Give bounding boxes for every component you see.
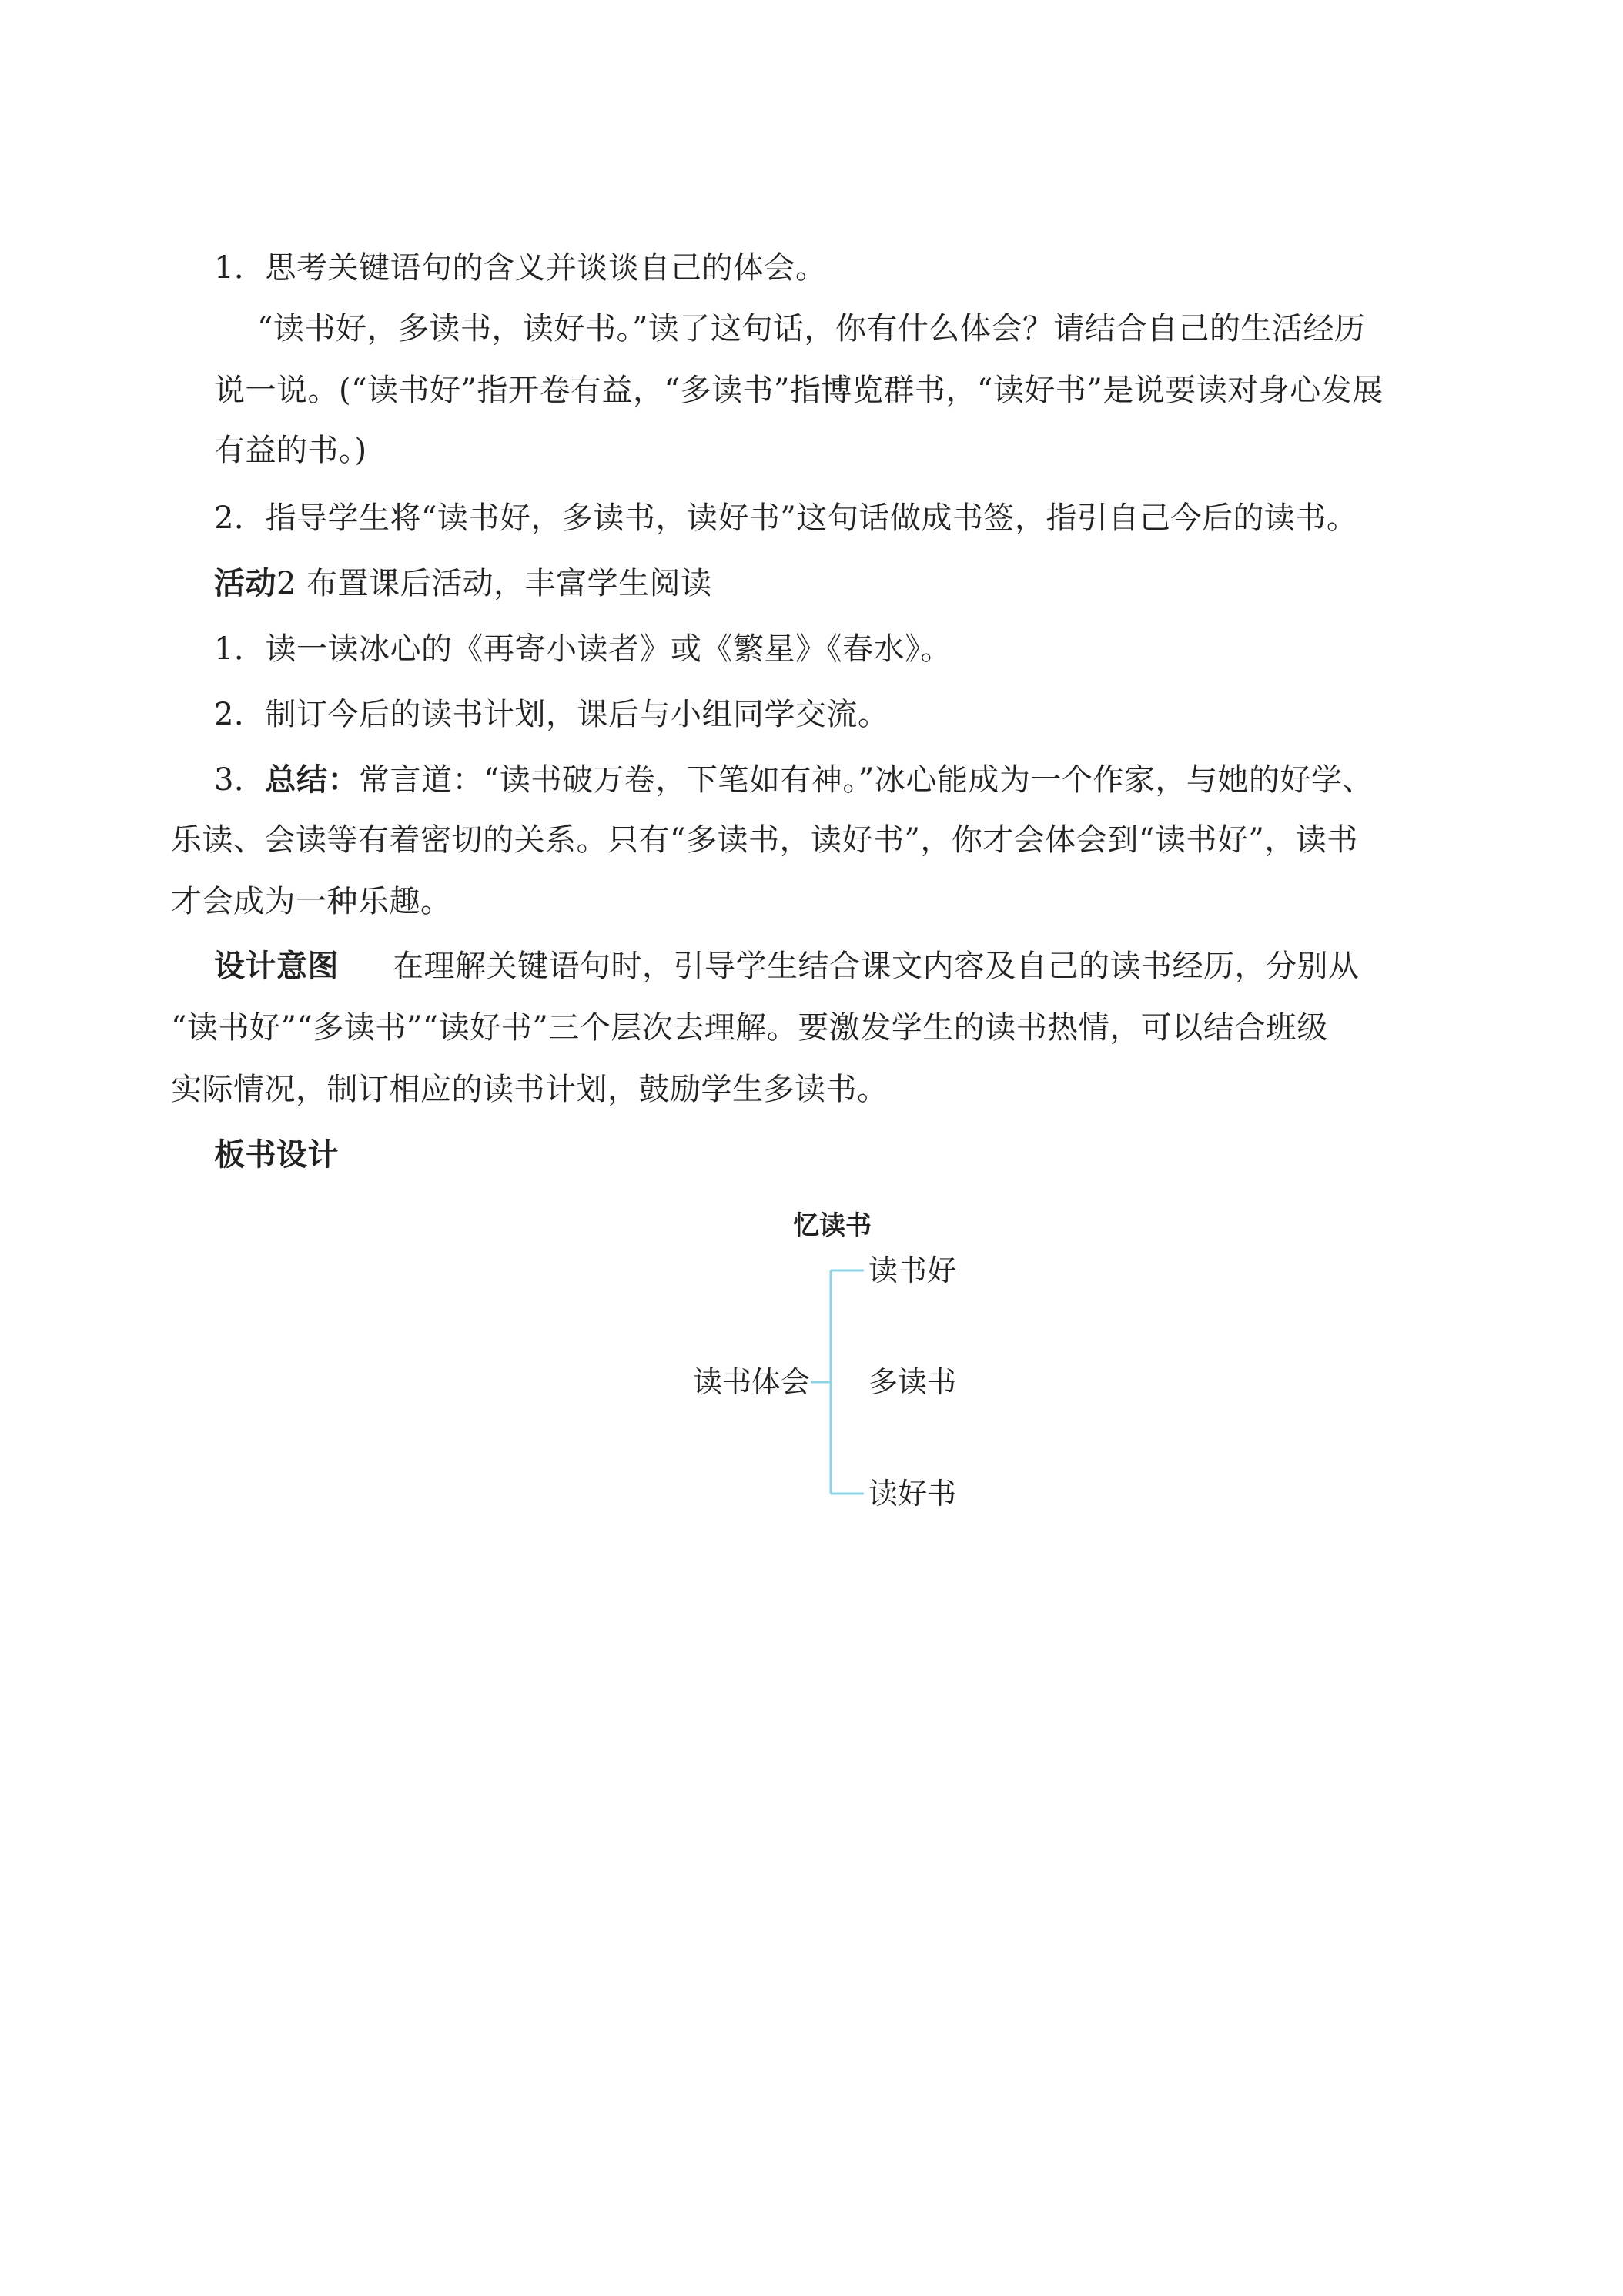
design-intent-line-2: “读书好”“多读书”“读好书”三个层次去理解。要激发学生的读书热情，可以结合班级	[171, 1010, 1328, 1046]
list-item-1: 1．读一读冰心的《再寄小读者》或《繁星》《春水》。	[214, 631, 952, 667]
diagram-root-node: 读书体会	[693, 1365, 811, 1399]
activity-text: 2 布置课后活动，丰富学生阅读	[276, 566, 712, 601]
list-item-3-line-2: 乐读、会读等有着密切的关系。只有“多读书，读好书”，你才会体会到“读书好”，读书	[171, 822, 1358, 858]
summary-text: 常言道：“读书破万卷，下笔如有神。”冰心能成为一个作家，与她的好学、	[358, 762, 1374, 798]
diagram-branch-3: 读好书	[868, 1477, 957, 1511]
paragraph-3: 2．指导学生将“读书好，多读书，读好书”这句话做成书签，指引自己今后的读书。	[214, 500, 1358, 536]
paragraph-1: 1．思考关键语句的含义并谈谈自己的体会。	[214, 250, 827, 286]
diagram-branch-2: 多读书	[868, 1365, 957, 1399]
design-intent-label: 设计意图	[214, 949, 339, 984]
paragraph-2-line-1: “读书好，多读书，读好书。”读了这句话，你有什么体会？请结合自己的生活经历	[257, 311, 1366, 346]
summary-label: 总结：	[265, 762, 359, 798]
design-intent-text: 在理解关键语句时，引导学生结合课文内容及自己的读书经历，分别从	[393, 949, 1360, 984]
list-item-2: 2．制订今后的读书计划，课后与小组同学交流。	[214, 697, 889, 732]
paragraph-2-line-2: 说一说。(“读书好”指开卷有益，“多读书”指博览群书，“读好书”是说要读对身心发展	[214, 373, 1384, 408]
list-item-3-line-3: 才会成为一种乐趣。	[171, 884, 452, 919]
list-item-3-prefix: 3．	[214, 762, 266, 798]
diagram-title: 忆读书	[793, 1210, 872, 1241]
paragraph-2-line-3: 有益的书。)	[214, 433, 367, 468]
diagram-branch-1: 读书好	[868, 1253, 957, 1287]
activity-label: 活动	[214, 566, 276, 601]
design-intent-line-3: 实际情况，制订相应的读书计划，鼓励学生多读书。	[171, 1072, 888, 1107]
board-design-heading: 板书设计	[214, 1137, 339, 1173]
